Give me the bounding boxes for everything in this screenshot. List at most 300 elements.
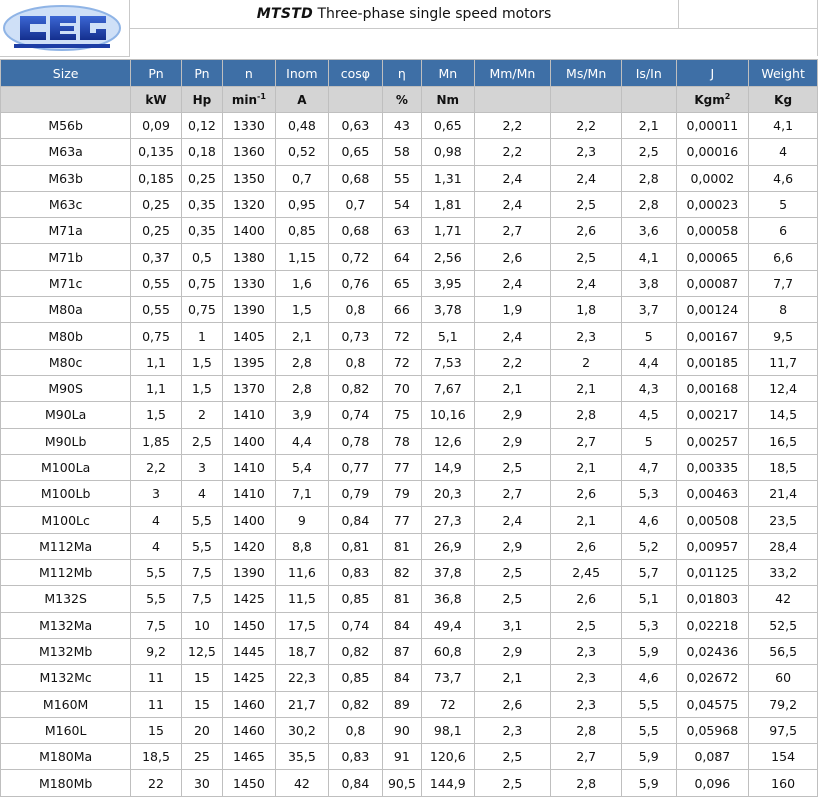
motor-size-cell: M132Ma: [1, 612, 131, 638]
motor-size-cell: M71b: [1, 244, 131, 270]
table-row: [1, 507, 818, 533]
table-cell: 5,1: [422, 323, 475, 349]
table-cell: 84: [382, 665, 421, 691]
table-cell: 18,7: [275, 638, 329, 664]
title-model: MTSTD: [256, 6, 313, 22]
table-row: [1, 612, 818, 638]
table-cell: 1,5: [181, 349, 222, 375]
table-cell: 2,6: [551, 481, 622, 507]
table-cell: 65: [382, 270, 421, 296]
table-cell: 97,5: [749, 717, 818, 743]
table-row: [1, 717, 818, 743]
table-cell: 6,6: [749, 244, 818, 270]
table-cell: 2,5: [621, 139, 676, 165]
table-cell: 1330: [223, 270, 276, 296]
table-cell: 1405: [223, 323, 276, 349]
table-cell: 1,15: [275, 244, 329, 270]
table-cell: 2,6: [474, 691, 551, 717]
table-row: [1, 297, 818, 323]
table-cell: 7,7: [749, 270, 818, 296]
table-cell: 0,00217: [676, 402, 749, 428]
table-cell: 5,9: [621, 744, 676, 770]
table-cell: 0,25: [181, 165, 222, 191]
table-row: [1, 402, 818, 428]
column-header: Pn: [181, 60, 222, 87]
table-cell: 2,9: [474, 402, 551, 428]
table-cell: 0,78: [329, 428, 383, 454]
unit-text: Kgm: [694, 92, 725, 107]
unit-text: Kg: [774, 92, 793, 107]
table-row: [1, 191, 818, 217]
table-cell: 2,8: [551, 770, 622, 796]
table-cell: 5,9: [621, 638, 676, 664]
unit-exponent: 2: [724, 91, 731, 101]
motor-size-cell: M90La: [1, 402, 131, 428]
table-cell: 0,82: [329, 638, 383, 664]
table-cell: 42: [749, 586, 818, 612]
column-header: Mm/Mn: [474, 60, 551, 87]
column-unit: [474, 87, 551, 113]
table-cell: 0,00023: [676, 191, 749, 217]
table-cell: 70: [382, 375, 421, 401]
table-cell: 5: [621, 428, 676, 454]
table-cell: 33,2: [749, 560, 818, 586]
table-cell: 2,2: [474, 349, 551, 375]
table-cell: 84: [382, 612, 421, 638]
table-cell: 11: [131, 665, 181, 691]
table-cell: 18,5: [131, 744, 181, 770]
table-row: [1, 638, 818, 664]
table-row: [1, 665, 818, 691]
table-cell: 64: [382, 244, 421, 270]
table-cell: 1,6: [275, 270, 329, 296]
table-cell: 1360: [223, 139, 276, 165]
table-cell: 5,3: [621, 481, 676, 507]
table-cell: 1: [181, 323, 222, 349]
table-cell: 2,4: [474, 165, 551, 191]
table-cell: 2,1: [551, 507, 622, 533]
table-cell: 2,56: [422, 244, 475, 270]
motor-size-cell: M80b: [1, 323, 131, 349]
table-cell: 2,4: [474, 323, 551, 349]
table-cell: 1,31: [422, 165, 475, 191]
unit-text: kW: [145, 92, 167, 107]
motor-size-cell: M63c: [1, 191, 131, 217]
table-cell: 0,37: [131, 244, 181, 270]
table-cell: 2,6: [551, 586, 622, 612]
table-cell: 28,4: [749, 533, 818, 559]
motor-size-cell: M90S: [1, 375, 131, 401]
table-cell: 35,5: [275, 744, 329, 770]
table-cell: 0,04575: [676, 691, 749, 717]
table-cell: 2,5: [474, 744, 551, 770]
table-cell: 1465: [223, 744, 276, 770]
table-cell: 0,7: [329, 191, 383, 217]
table-cell: 154: [749, 744, 818, 770]
table-cell: 7,67: [422, 375, 475, 401]
table-cell: 1,1: [131, 375, 181, 401]
column-unit: [329, 87, 383, 113]
table-cell: 1370: [223, 375, 276, 401]
motor-size-cell: M112Ma: [1, 533, 131, 559]
table-cell: 1400: [223, 218, 276, 244]
table-cell: 0,8: [329, 717, 383, 743]
table-cell: 3: [131, 481, 181, 507]
table-cell: 2,8: [551, 402, 622, 428]
table-cell: 1425: [223, 586, 276, 612]
table-cell: 22,3: [275, 665, 329, 691]
table-cell: 14,5: [749, 402, 818, 428]
table-cell: 2,2: [474, 113, 551, 139]
table-cell: 4,6: [749, 165, 818, 191]
table-cell: 15: [181, 691, 222, 717]
table-cell: 5,5: [131, 560, 181, 586]
table-cell: 0,7: [275, 165, 329, 191]
motor-size-cell: M63a: [1, 139, 131, 165]
table-cell: 4: [131, 533, 181, 559]
table-cell: 0,77: [329, 454, 383, 480]
table-cell: 0,01803: [676, 586, 749, 612]
table-row: [1, 139, 818, 165]
table-cell: 11,7: [749, 349, 818, 375]
table-cell: 2,4: [474, 270, 551, 296]
table-cell: 5,5: [621, 717, 676, 743]
column-header: Size: [1, 60, 131, 87]
table-cell: 3: [181, 454, 222, 480]
table-cell: 4: [181, 481, 222, 507]
table-cell: 4: [131, 507, 181, 533]
table-cell: 1460: [223, 717, 276, 743]
table-cell: 0,76: [329, 270, 383, 296]
table-cell: 5,5: [181, 533, 222, 559]
table-cell: 90,5: [382, 770, 421, 796]
table-cell: 0,096: [676, 770, 749, 796]
table-cell: 9: [275, 507, 329, 533]
table-cell: 7,5: [181, 586, 222, 612]
table-cell: 7,5: [181, 560, 222, 586]
subtitle-cell: [130, 29, 818, 56]
table-cell: 0,68: [329, 218, 383, 244]
table-cell: 2,6: [474, 244, 551, 270]
table-cell: 15: [181, 665, 222, 691]
table-cell: 6: [749, 218, 818, 244]
table-cell: 1,1: [131, 349, 181, 375]
column-unit: [181, 87, 222, 113]
motor-spec-table: [0, 59, 818, 797]
table-cell: 30,2: [275, 717, 329, 743]
unit-text: %: [395, 92, 408, 107]
table-cell: 5,9: [621, 770, 676, 796]
column-unit: [382, 87, 421, 113]
table-cell: 8,8: [275, 533, 329, 559]
table-row: [1, 375, 818, 401]
table-cell: 2,3: [551, 323, 622, 349]
table-cell: 0,00058: [676, 218, 749, 244]
table-row: [1, 691, 818, 717]
motor-size-cell: M90Lb: [1, 428, 131, 454]
table-cell: 4,5: [621, 402, 676, 428]
table-row: [1, 165, 818, 191]
table-cell: 9,5: [749, 323, 818, 349]
table-cell: 66: [382, 297, 421, 323]
table-cell: 1350: [223, 165, 276, 191]
table-cell: 0,8: [329, 297, 383, 323]
table-cell: 0,75: [181, 297, 222, 323]
table-cell: 2,1: [474, 375, 551, 401]
table-cell: 12,6: [422, 428, 475, 454]
table-cell: 2,9: [474, 638, 551, 664]
column-header: Ms/Mn: [551, 60, 622, 87]
table-cell: 4,4: [275, 428, 329, 454]
table-cell: 52,5: [749, 612, 818, 638]
table-cell: 10: [181, 612, 222, 638]
table-cell: 8: [749, 297, 818, 323]
table-cell: 0,73: [329, 323, 383, 349]
table-body: [1, 113, 818, 797]
table-row: [1, 270, 818, 296]
table-cell: 79: [382, 481, 421, 507]
motor-size-cell: M132Mc: [1, 665, 131, 691]
table-cell: 14,9: [422, 454, 475, 480]
table-cell: 0,81: [329, 533, 383, 559]
table-cell: 27,3: [422, 507, 475, 533]
table-cell: 81: [382, 533, 421, 559]
table-cell: 11,5: [275, 586, 329, 612]
table-cell: 0,35: [181, 218, 222, 244]
table-cell: 60,8: [422, 638, 475, 664]
motor-size-cell: M180Mb: [1, 770, 131, 796]
table-cell: 30: [181, 770, 222, 796]
table-cell: 0,00168: [676, 375, 749, 401]
table-cell: 1390: [223, 297, 276, 323]
table-cell: 1,85: [131, 428, 181, 454]
table-cell: 54: [382, 191, 421, 217]
motor-size-cell: M56b: [1, 113, 131, 139]
table-cell: 72: [382, 323, 421, 349]
table-cell: 0,82: [329, 691, 383, 717]
table-cell: 82: [382, 560, 421, 586]
table-cell: 0,00065: [676, 244, 749, 270]
table-cell: 5,5: [181, 507, 222, 533]
table-cell: 5: [621, 323, 676, 349]
motor-size-cell: M132Mb: [1, 638, 131, 664]
motor-size-cell: M63b: [1, 165, 131, 191]
table-cell: 72: [382, 349, 421, 375]
table-cell: 1320: [223, 191, 276, 217]
table-cell: 0,65: [422, 113, 475, 139]
column-header: Weight: [749, 60, 818, 87]
table-cell: 160: [749, 770, 818, 796]
table-cell: 91: [382, 744, 421, 770]
page-title: [130, 0, 679, 29]
motor-size-cell: M71a: [1, 218, 131, 244]
motor-size-cell: M112Mb: [1, 560, 131, 586]
column-header: Pn: [131, 60, 181, 87]
table-cell: 2,1: [551, 454, 622, 480]
table-cell: 7,53: [422, 349, 475, 375]
table-cell: 2,7: [551, 744, 622, 770]
table-cell: 2,4: [474, 191, 551, 217]
table-cell: 58: [382, 139, 421, 165]
unit-text: min: [231, 92, 258, 107]
table-row: [1, 428, 818, 454]
table-cell: 25: [181, 744, 222, 770]
table-cell: 78: [382, 428, 421, 454]
table-cell: 5,2: [621, 533, 676, 559]
table-cell: 2,5: [551, 612, 622, 638]
table-cell: 144,9: [422, 770, 475, 796]
table-cell: 1330: [223, 113, 276, 139]
table-cell: 49,4: [422, 612, 475, 638]
ceg-logo-icon: [0, 0, 129, 56]
table-cell: 2,8: [621, 165, 676, 191]
table-cell: 0,35: [181, 191, 222, 217]
table-cell: 0,68: [329, 165, 383, 191]
table-cell: 60: [749, 665, 818, 691]
table-cell: 37,8: [422, 560, 475, 586]
table-cell: 2,8: [551, 717, 622, 743]
table-cell: 0,75: [181, 270, 222, 296]
table-cell: 63: [382, 218, 421, 244]
unit-text: A: [297, 92, 307, 107]
table-cell: 0,18: [181, 139, 222, 165]
table-cell: 0,5: [181, 244, 222, 270]
table-cell: 16,5: [749, 428, 818, 454]
table-cell: 0,85: [329, 586, 383, 612]
table-cell: 5,5: [131, 586, 181, 612]
table-cell: 2,1: [621, 113, 676, 139]
table-cell: 0,135: [131, 139, 181, 165]
motor-size-cell: M180Ma: [1, 744, 131, 770]
table-cell: 10,16: [422, 402, 475, 428]
column-header: Inom: [275, 60, 329, 87]
table-cell: 2,5: [474, 770, 551, 796]
table-cell: 2,3: [551, 638, 622, 664]
column-name-row: [1, 60, 818, 87]
table-cell: 5,3: [621, 612, 676, 638]
table-cell: 2,5: [474, 454, 551, 480]
table-cell: 21,4: [749, 481, 818, 507]
table-cell: 0,09: [131, 113, 181, 139]
table-row: [1, 770, 818, 796]
table-cell: 4,7: [621, 454, 676, 480]
table-cell: 4,1: [621, 244, 676, 270]
table-cell: 2,4: [551, 270, 622, 296]
table-cell: 0,52: [275, 139, 329, 165]
table-cell: 56,5: [749, 638, 818, 664]
table-cell: 11,6: [275, 560, 329, 586]
column-unit: [422, 87, 475, 113]
column-unit: [223, 87, 276, 113]
table-cell: 2,9: [474, 533, 551, 559]
table-cell: 20,3: [422, 481, 475, 507]
table-row: [1, 244, 818, 270]
table-cell: 23,5: [749, 507, 818, 533]
column-header: cosφ: [329, 60, 383, 87]
table-cell: 87: [382, 638, 421, 664]
table-cell: 0,75: [131, 323, 181, 349]
table-cell: 1400: [223, 507, 276, 533]
title-extra-cell: [679, 0, 818, 29]
table-cell: 0,74: [329, 612, 383, 638]
table-cell: 3,95: [422, 270, 475, 296]
table-cell: 3,6: [621, 218, 676, 244]
table-cell: 0,00335: [676, 454, 749, 480]
table-cell: 26,9: [422, 533, 475, 559]
table-row: [1, 454, 818, 480]
column-unit: [551, 87, 622, 113]
motor-size-cell: M160L: [1, 717, 131, 743]
table-cell: 2,5: [551, 191, 622, 217]
table-cell: 5,1: [621, 586, 676, 612]
table-cell: 0,83: [329, 744, 383, 770]
table-cell: 0,25: [131, 191, 181, 217]
table-cell: 2,7: [474, 218, 551, 244]
table-cell: 1380: [223, 244, 276, 270]
table-cell: 43: [382, 113, 421, 139]
table-cell: 1410: [223, 402, 276, 428]
table-cell: 2,5: [474, 586, 551, 612]
table-cell: 0,63: [329, 113, 383, 139]
motor-size-cell: M160M: [1, 691, 131, 717]
table-cell: 0,02218: [676, 612, 749, 638]
table-cell: 81: [382, 586, 421, 612]
table-cell: 2,4: [474, 507, 551, 533]
table-cell: 2,8: [275, 349, 329, 375]
unit-text: Nm: [436, 92, 460, 107]
table-cell: 18,5: [749, 454, 818, 480]
title-text: Three-phase single speed motors: [317, 6, 552, 22]
table-cell: 11: [131, 691, 181, 717]
table-cell: 0,98: [422, 139, 475, 165]
table-cell: 0,84: [329, 507, 383, 533]
table-cell: 1425: [223, 665, 276, 691]
table-cell: 1,5: [275, 297, 329, 323]
table-cell: 2,7: [551, 428, 622, 454]
column-unit-row: [1, 87, 818, 113]
column-unit: [131, 87, 181, 113]
table-cell: 2,6: [551, 218, 622, 244]
table-cell: 0,00957: [676, 533, 749, 559]
table-cell: 0,84: [329, 770, 383, 796]
table-cell: 2,5: [181, 428, 222, 454]
table-cell: 0,83: [329, 560, 383, 586]
table-cell: 7,1: [275, 481, 329, 507]
motor-size-cell: M132S: [1, 586, 131, 612]
table-cell: 0,55: [131, 270, 181, 296]
table-cell: 5,7: [621, 560, 676, 586]
table-cell: 0,8: [329, 349, 383, 375]
column-header: Is/In: [621, 60, 676, 87]
table-cell: 1390: [223, 560, 276, 586]
table-cell: 55: [382, 165, 421, 191]
table-cell: 0,72: [329, 244, 383, 270]
table-cell: 4,6: [621, 507, 676, 533]
table-cell: 2,2: [131, 454, 181, 480]
table-row: [1, 744, 818, 770]
table-cell: 2,8: [621, 191, 676, 217]
table-cell: 1,9: [474, 297, 551, 323]
document-header: [0, 0, 818, 58]
motor-size-cell: M71c: [1, 270, 131, 296]
motor-size-cell: M100La: [1, 454, 131, 480]
table-row: [1, 481, 818, 507]
table-cell: 0,95: [275, 191, 329, 217]
table-cell: 0,12: [181, 113, 222, 139]
table-cell: 75: [382, 402, 421, 428]
table-cell: 4: [749, 139, 818, 165]
table-cell: 9,2: [131, 638, 181, 664]
